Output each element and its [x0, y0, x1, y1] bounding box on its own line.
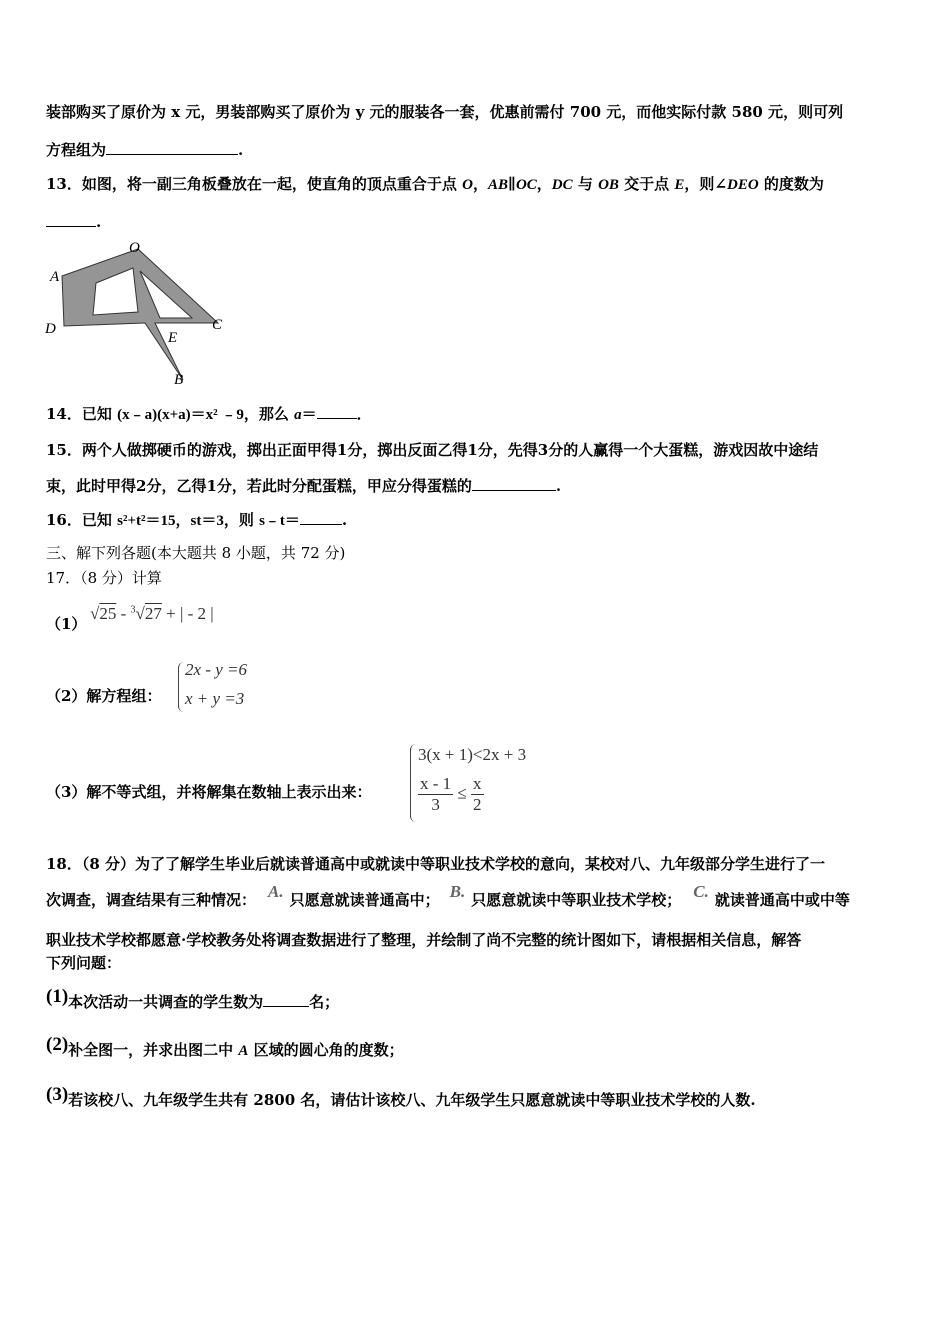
q17-part2-eq1: 2x - y =6 [185, 660, 247, 679]
q17-part3-label: （3）解不等式组，并将解集在数轴上表示出来： [46, 783, 372, 801]
plus-sign: + [161, 604, 180, 623]
q18-line1: 18．（8 分）为了了解学生毕业后就读普通高中或就读中等职业技术学校的意向，某校对八、九年级部分学生进行了一 [46, 855, 826, 873]
q15-answer-blank[interactable] [472, 477, 556, 491]
frac-right-num: x [473, 774, 482, 793]
q16-answer-blank[interactable] [300, 511, 342, 525]
q13-line2 [46, 212, 101, 232]
label-o: O [129, 240, 140, 256]
q13-deo: DEO [726, 177, 759, 193]
q12-line2-prefix: 方程组为 [46, 141, 107, 159]
q14-mid: ，那么 [243, 405, 295, 423]
cbrt-sign: √27 [135, 604, 162, 623]
q18-option-b: B. [449, 882, 466, 901]
frac-left-num: x - 1 [420, 774, 452, 793]
q15-line2-text: 束，此时甲得2分，乙得1分，若此时分配蛋糕，甲应分得蛋糕的 [46, 477, 472, 495]
q13-point-o: O [462, 177, 473, 193]
q14-eq: ＝ [301, 405, 317, 423]
q18-sub2 [46, 1034, 404, 1061]
triangle-rulers-figure [40, 238, 240, 390]
q14-number: 14． [46, 405, 82, 423]
q13-oc: OC [515, 177, 537, 193]
q13-text-e: 的度数为 [758, 175, 824, 193]
q14-answer-blank[interactable] [317, 405, 357, 419]
q13-text-a: 如图，将一副三角板叠放在一起，使直角的顶点重合于点 [81, 175, 463, 193]
q16-line [46, 510, 347, 531]
abs-value: | - 2 | [179, 604, 214, 623]
q13-text-b: 与 [572, 175, 599, 193]
q13-dc: DC [551, 177, 573, 193]
section3-heading: 三、解下列各题(本大题共 8 小题，共 72 分) [46, 544, 346, 562]
q12-period: . [238, 141, 244, 159]
q18-sub2-text-b: 区域的圆心角的度数； [248, 1041, 404, 1059]
q13-number: 13． [46, 175, 82, 193]
q18-sub1-end: 名； [309, 993, 340, 1011]
q17-part1-expression [90, 604, 214, 624]
q14-prefix: 已知 [81, 405, 118, 423]
q17-part3-brace [410, 744, 417, 822]
q18-sub3-number: (3) [46, 1084, 69, 1105]
q18-sub3 [46, 1084, 756, 1110]
q14-expression: (x﹣a)(x+a)＝x² ﹣9 [117, 407, 244, 423]
q16-end: . [341, 511, 348, 529]
q16-expr1: s²+t²＝15 [117, 513, 176, 529]
q18-option-a: A. [268, 882, 284, 901]
q18-line2-d: 就读普通高中或中等 [714, 891, 850, 909]
q16-mid: ，则 [223, 511, 260, 529]
le-sign: ≤ [457, 783, 467, 803]
q12-line1: 装部购买了原价为 x 元，男装部购买了原价为 y 元的服装各一套，优惠前需付 700 元，而他实际付款 580 元，则可列 [46, 103, 844, 121]
q16-comma: ， [175, 511, 191, 529]
q17-part2-label: （2）解方程组： [46, 687, 162, 705]
label-b: B [174, 372, 184, 388]
q16-prefix: 已知 [81, 511, 118, 529]
q13-ob: OB [598, 177, 619, 193]
label-e: E [168, 330, 178, 346]
q17-part3-eq1: 3(x + 1)<2x + 3 [418, 745, 527, 764]
q14-line [46, 404, 372, 425]
label-a: A [50, 269, 60, 285]
q13-sep1: ， [472, 175, 488, 193]
q15-end: . [555, 477, 562, 495]
frac-left [418, 774, 453, 815]
q17-part2-brace [178, 662, 185, 712]
q16-expr2: st＝3 [190, 513, 224, 529]
q13-ab: AB [487, 177, 508, 193]
triangle-rulers-shape [62, 249, 218, 380]
q18-option-c: C. [693, 882, 709, 901]
q13-text-c: 交于点 [618, 175, 675, 193]
q13-parallel: ∥ [507, 175, 516, 193]
q16-number: 16． [46, 511, 82, 529]
q18-sub1-blank[interactable] [263, 993, 309, 1007]
q18-line2 [46, 882, 850, 910]
q18-line2-c: 只愿意就读中等职业技术学校； [471, 891, 682, 909]
q14-var-a: a [294, 407, 302, 423]
q12-answer-blank[interactable] [106, 141, 238, 155]
sqrt-sign: √25 [90, 604, 117, 623]
q13-line1 [46, 174, 824, 195]
q18-line2-b: 只愿意就读普通高中； [289, 891, 440, 909]
q18-sub1-number: (1) [46, 986, 69, 1007]
q15-line2 [46, 476, 561, 496]
cbrt-arg: 27 [144, 604, 162, 623]
q18-sub2-text-a: 补全图一，并求出图二中 [68, 1041, 239, 1059]
sqrt-arg: 25 [99, 604, 117, 623]
q12-line2 [46, 140, 243, 160]
q18-sub2-number: (2) [46, 1034, 69, 1055]
q18-sub1 [46, 986, 340, 1012]
q17-part1-label: （1） [46, 615, 87, 633]
q16-expr3: s﹣t＝ [259, 513, 300, 529]
q13-period: . [96, 213, 102, 231]
q18-line3: 职业技术学校都愿意·学校教务处将调查数据进行了整理，并绘制了尚不完整的统计图如下，请根据相关信息，解答 [46, 931, 802, 949]
q15-line1: 15．两个人做掷硬币的游戏，掷出正面甲得1分，掷出反面乙得1分，先得3分的人赢得一个大蛋糕，游戏因故中途结 [46, 441, 819, 459]
q17-header: 17．（8 分）计算 [46, 569, 162, 587]
q13-point-e: E [674, 177, 685, 193]
q14-end: ． [356, 405, 372, 423]
cbrt-index: 3 [130, 604, 136, 616]
label-c: C [212, 317, 223, 333]
minus-sign: - [116, 604, 131, 623]
q13-text-d: ，则∠ [684, 175, 727, 193]
q18-sub3-text: 若该校八、九年级学生共有 2800 名，请估计该校八、九年级学生只愿意就读中等职业技术学校的人数. [68, 1091, 756, 1109]
frac-left-den: 3 [431, 795, 440, 814]
q17-part2-eq2: x + y =3 [185, 689, 245, 708]
q13-sep2: ， [536, 175, 552, 193]
frac-right-den: 2 [473, 795, 482, 814]
q18-line2-a: 次调查，调查结果有三种情况： [46, 891, 257, 909]
label-d: D [45, 321, 56, 337]
frac-right [471, 774, 484, 815]
q18-sub1-text: 本次活动一共调查的学生数为 [68, 993, 264, 1011]
q17-part3-eq2 [418, 774, 484, 815]
q18-line4: 下列问题： [46, 954, 122, 972]
q13-answer-blank[interactable] [46, 213, 96, 227]
q18-sub2-a: A [238, 1043, 249, 1059]
